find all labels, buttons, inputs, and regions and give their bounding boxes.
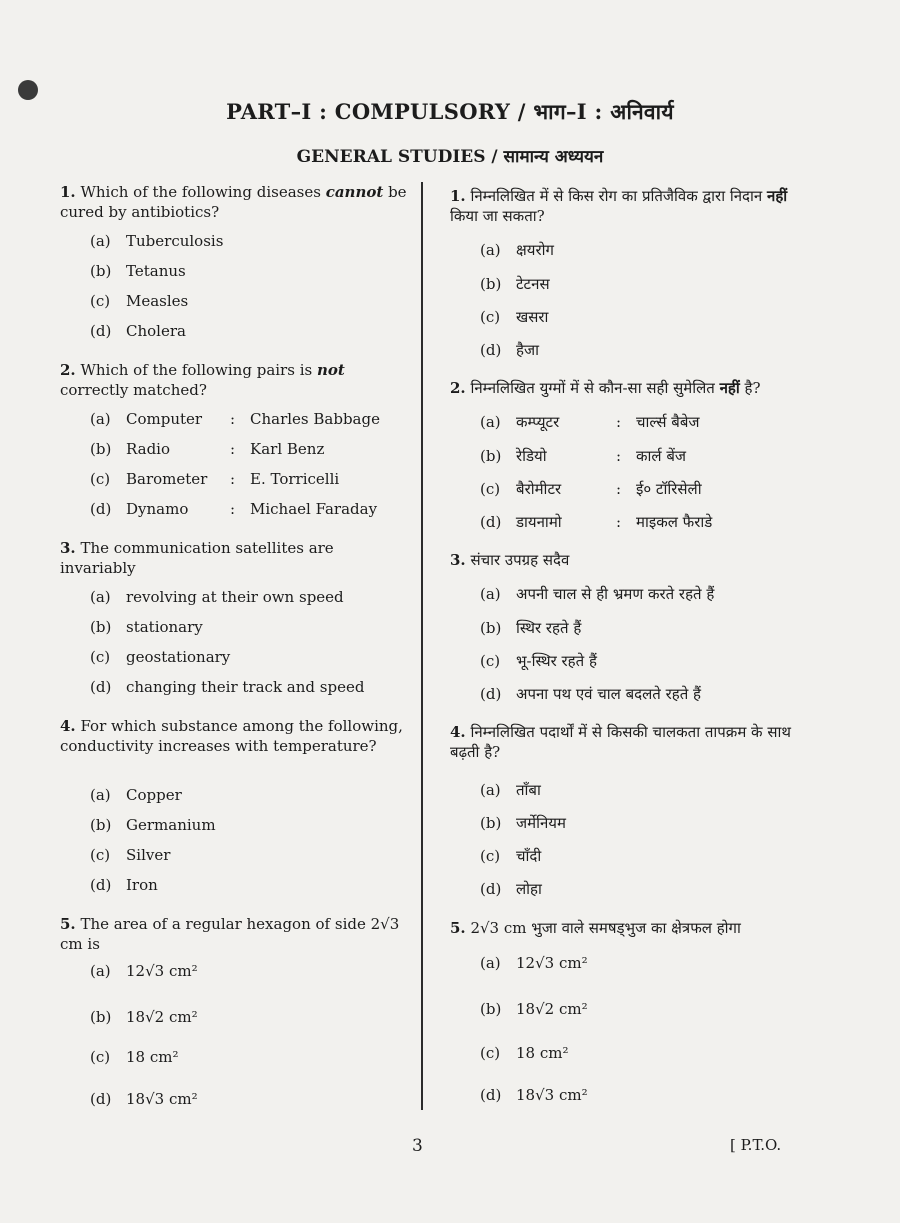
question-text: किया जा सकता? <box>450 207 545 225</box>
question-text: संचार उपग्रह सदैव <box>470 551 570 569</box>
option: (a) 12√3 cm² <box>480 954 588 972</box>
question-3-hi <box>450 550 800 570</box>
option: (c) Silver <box>90 846 171 864</box>
question-text: correctly matched? <box>60 381 207 399</box>
question-emphasis: नहीं <box>767 187 788 205</box>
question-number: 2. <box>450 379 466 397</box>
question-text: be cured by antibiotics? <box>60 183 407 221</box>
option: (d) 18√3 cm² <box>90 1090 198 1108</box>
option: (b) stationary <box>90 618 203 636</box>
option: (b) जर्मेनियम <box>480 814 566 832</box>
question-number: 4. <box>60 717 76 735</box>
question-text: है? <box>739 379 761 397</box>
option: (b) Radio : Karl Benz <box>90 440 325 458</box>
question-text: The communication satellites are invariably <box>60 539 334 577</box>
option: (c) बैरोमीटर : ई० टॉरिसेली <box>480 480 702 498</box>
question-5-hi <box>450 918 800 938</box>
option: (a) 12√3 cm² <box>90 962 198 980</box>
option: (a) कम्प्यूटर : चार्ल्स बैबेज <box>480 413 700 431</box>
option: (a) Computer : Charles Babbage <box>90 410 380 428</box>
option: (d) लोहा <box>480 880 542 898</box>
option: (a) अपनी चाल से ही भ्रमण करते रहते हैं <box>480 585 715 603</box>
question-emphasis: not <box>316 361 345 379</box>
question-5-en <box>60 914 410 954</box>
question-number: 1. <box>450 187 466 205</box>
part-title: PART–I : COMPULSORY / भाग–I : अनिवार्य <box>226 99 674 124</box>
option: (c) खसरा <box>480 308 549 326</box>
question-4-hi <box>450 722 800 762</box>
option: (d) Dynamo : Michael Faraday <box>90 500 378 518</box>
option: (a) Copper <box>90 786 182 804</box>
option: (b) टेटनस <box>480 275 550 293</box>
question-text: निम्नलिखित युग्मों में से कौन-सा सही सुमेलित <box>470 379 720 397</box>
option: (c) 18 cm² <box>480 1044 569 1062</box>
option: (c) geostationary <box>90 648 231 666</box>
subject-title: GENERAL STUDIES / सामान्य अध्ययन <box>296 147 604 167</box>
question-number: 4. <box>450 723 466 741</box>
option: (d) Iron <box>90 876 158 894</box>
punch-hole <box>18 80 38 100</box>
option: (b) स्थिर रहते हैं <box>480 619 582 637</box>
option: (d) हैजा <box>480 341 539 359</box>
question-2-en <box>60 360 410 400</box>
option: (a) ताँबा <box>480 781 541 799</box>
question-3-en <box>60 538 410 578</box>
option: (c) चाँदी <box>480 847 542 865</box>
question-text: Which of the following pairs is <box>80 361 317 379</box>
option: (c) Barometer : E. Torricelli <box>90 470 340 488</box>
option: (d) डायनामो : माइकल फैराडे <box>480 513 713 531</box>
question-number: 2. <box>60 361 76 379</box>
column-divider <box>421 182 423 1110</box>
option: (a) Tuberculosis <box>90 232 224 250</box>
pto-label: [ P.T.O. <box>730 1136 782 1154</box>
question-text: Which of the following diseases <box>80 183 326 201</box>
option: (a) revolving at their own speed <box>90 588 344 606</box>
option: (d) Cholera <box>90 322 186 340</box>
option: (d) 18√3 cm² <box>480 1086 588 1104</box>
question-emphasis: नहीं <box>719 379 740 397</box>
question-number: 3. <box>450 551 466 569</box>
question-4-en <box>60 716 410 756</box>
option: (a) क्षयरोग <box>480 241 554 259</box>
option: (b) 18√2 cm² <box>90 1008 198 1026</box>
question-text: 2√3 cm भुजा वाले समषड्भुज का क्षेत्रफल होगा <box>470 919 741 937</box>
question-1-hi <box>450 186 800 226</box>
question-2-hi <box>450 378 800 398</box>
question-emphasis: cannot <box>325 183 384 201</box>
option: (d) अपना पथ एवं चाल बदलते रहते हैं <box>480 685 701 703</box>
option: (c) Measles <box>90 292 189 310</box>
option: (b) Tetanus <box>90 262 186 280</box>
question-text: निम्नलिखित में से किस रोग का प्रतिजैविक द्वारा निदान <box>470 187 768 205</box>
option: (d) changing their track and speed <box>90 678 365 696</box>
question-text: The area of a regular hexagon of side 2√3 cm is <box>60 915 400 953</box>
option: (b) 18√2 cm² <box>480 1000 588 1018</box>
option: (c) भू-स्थिर रहते हैं <box>480 652 597 670</box>
page-number: 3 <box>412 1136 423 1156</box>
question-number: 3. <box>60 539 76 557</box>
option: (b) Germanium <box>90 816 216 834</box>
question-1-en <box>60 182 410 222</box>
question-number: 5. <box>60 915 76 933</box>
option: (c) 18 cm² <box>90 1048 179 1066</box>
option: (b) रेडियो : कार्ल बेंज <box>480 447 687 465</box>
question-text: निम्नलिखित पदार्थों में से किसकी चालकता तापक्रम के साथ बढ़ती है? <box>450 723 791 761</box>
question-number: 5. <box>450 919 466 937</box>
question-text: For which substance among the following, conductivity increases with temperature? <box>60 717 403 755</box>
header <box>0 98 900 126</box>
question-number: 1. <box>60 183 76 201</box>
